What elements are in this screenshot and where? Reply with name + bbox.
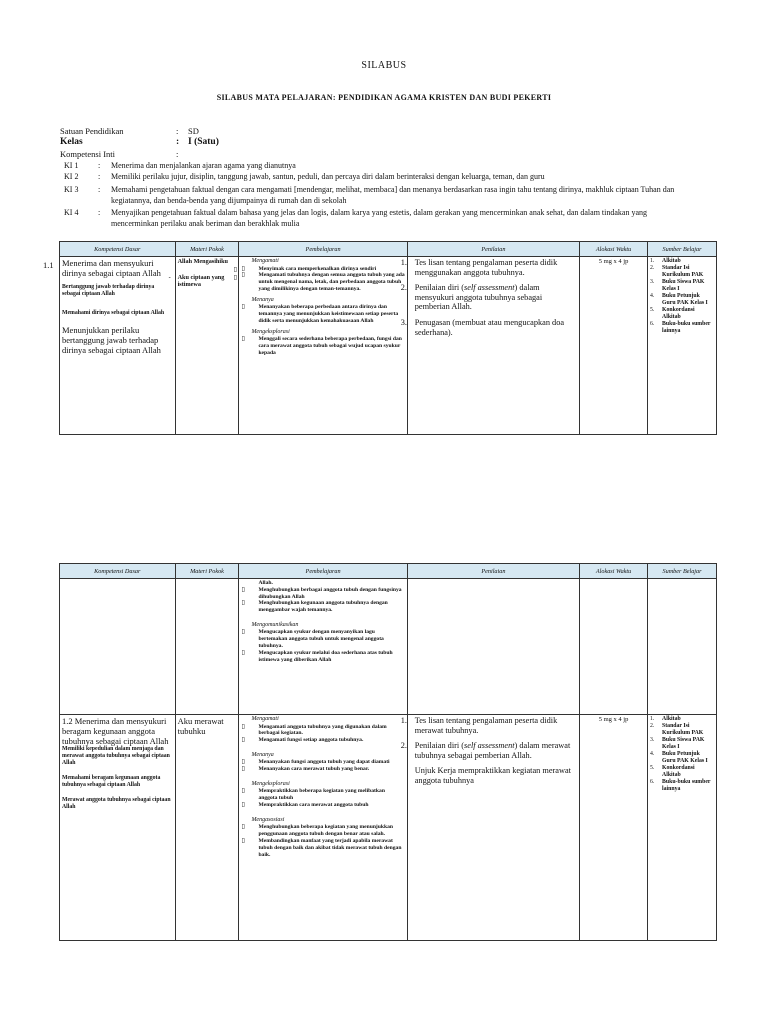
ki-text: Menerima dan menjalankan ajaran agama yang dianutnya: [111, 161, 296, 170]
pembelajaran-cell: [239, 257, 407, 435]
sumber-text: Standar Isi Kurikulum PAK: [662, 265, 704, 278]
activity-text: Mengucapkan syukur melalui doa sederhana atas tubuh istimewa yang diberikan Allah: [258, 649, 393, 663]
sumber-item: [650, 751, 714, 765]
activity-text: Menggali secara sederhana beberapa perbedaan, fungsi dan cara merawat anggota tubuh sebagai wujud ucapan syukur kepada: [258, 336, 402, 356]
sumber-number: 5.: [650, 765, 655, 771]
sumber-number: 3.: [650, 737, 655, 743]
ki-colon: :: [98, 185, 101, 194]
activity-item: [241, 629, 404, 650]
materi-item: [177, 258, 237, 273]
activity-heading: Mengamati: [251, 258, 279, 264]
kd-indicator: Bertanggung jawab terhadap dirinya sebagai ciptaan Allah: [62, 284, 155, 297]
table-row: [60, 257, 717, 435]
table-header-row: [60, 564, 717, 579]
activity-heading: Mengamati: [251, 716, 279, 722]
document-title: SILABUS: [361, 60, 407, 71]
sumber-item: [650, 265, 714, 279]
activity-text: Menghubungkan beberapa kegiatan yang menunjukkan penggunaan anggota tubuh dengan benar atau salah.: [258, 824, 394, 838]
sumber-text: Alkitab: [662, 258, 681, 264]
header-sumber-belajar: Sumber Belajar: [648, 242, 717, 257]
activity-item: [241, 824, 404, 838]
ki-colon: :: [98, 161, 101, 170]
sumber-item: [650, 258, 714, 265]
sumber-item: [650, 723, 714, 737]
penilaian-number: 1.: [400, 716, 407, 725]
pembelajaran-cell: [239, 579, 407, 715]
dash-icon: -: [168, 273, 171, 281]
activity-text: Mempraktikkan beberapa kegiatan yang melibatkan anggota tubuh: [258, 788, 385, 802]
materi-text: Allah Mengasihiku: [177, 258, 228, 265]
checkbox-icon: ▯: [241, 788, 245, 795]
activity-item: [241, 272, 405, 292]
activity-text: Mengucapkan syukur dengan menyanyikan lagu bertemakan anggota tubuh untuk mengenal anggota tubuhnya.: [258, 629, 384, 650]
activity-text: Mempraktikkan cara merawat anggota tubuh: [258, 802, 369, 809]
checkbox-icon: ▯: [241, 723, 245, 730]
sumber-item: [650, 737, 714, 751]
activity-text: Mengamati fungsi setiap anggota tubuhnya.: [258, 737, 364, 744]
materi-cell: [175, 715, 239, 941]
document-subtitle: SILABUS MATA PELAJARAN: PENDIDIKAN AGAMA KRISTEN DAN BUDI PEKERTI: [216, 93, 552, 102]
sumber-text: Buku Siswa PAK Kelas I: [662, 737, 705, 750]
penilaian-emphasis: self assessment: [464, 741, 515, 751]
activity-item: [241, 304, 404, 324]
ki-text: Menyajikan pengetahuan faktual dalam bahasa yang jelas dan logis, dalam karya yang estetis, dalam gerakan yang mencerminkan anak sehat, dan dalam tindakan yang mencerminkan perilaku anak beriman dan berakhlak mulia: [111, 208, 648, 228]
checkbox-icon: ▯: [241, 272, 245, 279]
sumber-text: Konkordansi Alkitab: [662, 307, 695, 320]
alokasi-cell: [580, 257, 648, 435]
sumber-item: [650, 321, 714, 335]
kd-indicator: Memiliki kepedulian dalam menjaga dan merawat anggota tubuhnya sebagai ciptaan Allah: [62, 746, 170, 766]
header-materi-pokok: Materi Pokok: [175, 242, 239, 257]
ki-item: [64, 161, 714, 171]
checkbox-icon: ▯: [233, 266, 237, 273]
sumber-number: 3.: [650, 279, 655, 285]
alokasi-cell: [580, 715, 648, 941]
pembelajaran-cell: [239, 715, 407, 941]
meta-value: I (Satu): [188, 137, 219, 147]
materi-cell: [168, 257, 239, 435]
sumber-item: [650, 716, 714, 723]
penilaian-cell: [400, 257, 579, 435]
ki-list: [64, 161, 714, 239]
ki-colon: :: [98, 172, 101, 181]
checkbox-icon: ▯: [241, 737, 245, 744]
activity-text: Mengamati tubuhnya dengan semua anggota tubuh yang ada untuk mengenal nama, letak, dan perbedaan anggota tubuh yang dimilikinya dengan teman-temannya.: [258, 272, 405, 292]
kd-cell: [60, 715, 176, 941]
checkbox-icon: ▯: [241, 759, 245, 766]
ki-code: KI 3: [64, 185, 79, 194]
activity-item: [241, 837, 404, 858]
silabus-table-2: [59, 563, 717, 941]
meta-label: Satuan Pendidikan: [60, 126, 124, 136]
kd-main-text: 1.2 Menerima dan mensyukuri beragam kegunaan anggota tubuhnya sebagai ciptaan Allah: [62, 716, 169, 746]
sumber-number: 4.: [650, 293, 655, 299]
kd-cell: [60, 257, 176, 435]
sumber-item: [650, 779, 714, 793]
penilaian-item: [400, 741, 577, 760]
header-penilaian: Penilaian: [407, 564, 579, 579]
activity-item: [241, 788, 404, 802]
penilaian-cell: [400, 715, 579, 941]
activity-heading: Menanya: [251, 751, 274, 758]
silabus-table-1: [59, 241, 717, 435]
table-header-row: [60, 242, 717, 257]
penilaian-number: 2.: [400, 741, 407, 751]
sumber-text: Buku Siswa PAK Kelas I: [662, 279, 705, 292]
penilaian-emphasis: self assessment: [464, 283, 515, 293]
penilaian-text: Penugasan (membuat atau mengucapkan doa sederhana).: [414, 317, 565, 337]
header-penilaian: Penilaian: [407, 242, 579, 257]
sumber-item: [650, 293, 714, 307]
alokasi-text: 5 mg x 4 jp: [598, 716, 629, 723]
sumber-item: [650, 307, 714, 321]
table-row: [60, 579, 717, 715]
meta-block: [60, 126, 660, 160]
materi-text: Aku ciptaan yang istimewa: [177, 273, 225, 288]
kd-indicator: Menunjukkan perilaku bertanggung jawab terhadap dirinya sebagai ciptaan Allah: [62, 325, 161, 355]
penilaian-text: Tes lisan tentang pengalaman peserta didik merawat tubuhnya.: [414, 716, 558, 735]
meta-value: SD: [188, 126, 199, 136]
checkbox-icon: ▯: [241, 265, 245, 272]
activity-heading: Mengeksplorasi: [251, 780, 290, 787]
ki-item: [64, 185, 714, 207]
checkbox-icon: ▯: [241, 600, 245, 607]
materi-text: Aku merawat tubuhku: [177, 716, 224, 736]
penilaian-number: 2.: [400, 283, 407, 293]
ki-text: Memiliki perilaku jujur, disiplin, tanggung jawab, santun, peduli, dan percaya diri dalam berinteraksi dengan keluarga, teman, dan guru: [111, 172, 545, 181]
sumber-text: Buku-buku sumber lainnya: [662, 779, 711, 792]
kd-number: 1.1: [43, 260, 54, 270]
materi-item: [168, 273, 237, 289]
activity-item: [241, 759, 404, 766]
activity-item: [241, 723, 404, 738]
ki-text: Memahami pengetahuan faktual dengan cara mengamati [mendengar, melihat, membaca] dan menanya berdasarkan rasa ingin tahu tentang dirinya, makhluk ciptaan Tuhan dan kegiatannya, dan benda-benda yang dijumpainya di rumah dan di sekolah: [111, 185, 675, 205]
sumber-text: Buku Petunjuk Guru PAK Kelas I: [662, 751, 708, 764]
activity-item: [241, 649, 404, 664]
header-pembelajaran: Pembelajaran: [239, 564, 407, 579]
checkbox-icon: ▯: [241, 802, 245, 809]
ki-code: KI 4: [64, 208, 79, 217]
sumber-number: 4.: [650, 751, 655, 757]
ki-item: [64, 208, 714, 230]
penilaian-item: [412, 766, 577, 785]
alokasi-text: 5 mg x 4 jp: [598, 258, 629, 265]
penilaian-text: Tes lisan tentang pengalaman peserta didik menggunakan anggota tubuhnya.: [414, 258, 558, 277]
sumber-number: 5.: [650, 307, 655, 313]
penilaian-text: Penilaian diri (: [414, 283, 465, 293]
checkbox-icon: ▯: [241, 837, 245, 844]
activity-item: [241, 600, 404, 614]
sumber-cell: [648, 715, 717, 941]
materi-cell: [175, 579, 239, 715]
kd-cell: [60, 579, 176, 715]
sumber-number: 1.: [650, 258, 655, 264]
header-alokasi-waktu: Alokasi Waktu: [580, 242, 648, 257]
meta-colon: :: [176, 126, 179, 136]
meta-label: Kompetensi Inti: [60, 149, 116, 159]
checkbox-icon: ▯: [241, 824, 245, 831]
activity-item: [251, 580, 404, 587]
checkbox-icon: ▯: [241, 336, 245, 343]
kd-indicator: Memahami dirinya sebagai ciptaan Allah: [62, 310, 165, 316]
sumber-number: 2.: [650, 723, 655, 729]
activity-item: [241, 265, 404, 273]
sumber-text: Buku-buku sumber lainnya: [662, 321, 711, 334]
activity-text: Mengamati anggota tubuhnya yang digunakan dalam berbagai kegiatan.: [258, 723, 387, 737]
header-alokasi-waktu: Alokasi Waktu: [580, 564, 648, 579]
header-pembelajaran: Pembelajaran: [239, 242, 407, 257]
activity-text: Menanyakan fungsi anggota tubuh yang dapat diamati: [258, 759, 390, 766]
penilaian-text: Unjuk Kerja mempraktikkan kegiatan merawat anggota tubuhnya: [414, 766, 571, 785]
meta-colon: :: [176, 149, 179, 159]
table-row: [60, 715, 717, 941]
kd-indicator: Merawat anggota tubuhnya sebagai ciptaan Allah: [62, 797, 171, 810]
meta-row-kelas: [60, 137, 660, 148]
activity-text: Allah.: [258, 580, 273, 586]
activity-text: Menanyakan cara merawat tubuh yang benar.: [258, 766, 370, 773]
sumber-number: 6.: [650, 779, 655, 785]
sumber-number: 2.: [650, 265, 655, 271]
sumber-text: Konkordansi Alkitab: [662, 765, 695, 778]
penilaian-item: [400, 258, 577, 277]
meta-colon: :: [176, 137, 180, 147]
ki-item: [64, 172, 714, 182]
penilaian-text: Penilaian diri (: [414, 741, 465, 751]
penilaian-item: [400, 716, 577, 735]
ki-code: KI 1: [64, 161, 79, 170]
alokasi-cell: [580, 579, 648, 715]
sumber-text: Standar Isi Kurikulum PAK: [662, 723, 704, 736]
checkbox-icon: ▯: [233, 273, 237, 281]
checkbox-icon: ▯: [241, 586, 245, 593]
penilaian-item: [400, 317, 577, 337]
kd-main-text: Menerima dan mensyukuri dirinya sebagai ciptaan Allah: [62, 258, 161, 278]
activity-text: Menanyakan beberapa perbedaan antara dirinya dan temannya yang menunjukkan keistimewaan setiap peserta didik serta menunjukkan kemahakuasaan Allah: [258, 304, 399, 324]
activity-heading: Mengeksplorasi: [251, 328, 290, 335]
penilaian-text: ) dalam mensyukuri anggota tubuhnya sebagai pemberian Allah.: [414, 283, 543, 312]
header-sumber-belajar: Sumber Belajar: [648, 564, 717, 579]
ki-code: KI 2: [64, 172, 79, 181]
sumber-text: Alkitab: [662, 716, 681, 722]
ki-colon: :: [98, 208, 101, 217]
activity-item: [241, 802, 404, 809]
checkbox-icon: ▯: [241, 304, 245, 311]
activity-heading: Mengomunikasikan: [251, 621, 299, 628]
activity-item: [241, 336, 404, 356]
activity-heading: Menanya: [251, 296, 274, 303]
penilaian-number: 1.: [400, 258, 407, 267]
meta-label: Kelas: [60, 137, 83, 147]
sumber-item: [650, 279, 714, 293]
penilaian-number: 3.: [400, 317, 407, 327]
checkbox-icon: ▯: [241, 629, 245, 636]
sumber-cell: [648, 579, 717, 715]
sumber-text: Buku Petunjuk Guru PAK Kelas I: [662, 293, 708, 306]
activity-item: [241, 766, 404, 773]
activity-item: [241, 586, 404, 601]
activity-item: [241, 737, 404, 744]
activity-text: Menghubungkan berbagai anggota tubuh dengan fungsinya dihubungkan Allah: [258, 586, 402, 600]
header-materi-pokok: Materi Pokok: [175, 564, 239, 579]
header-kompetensi-dasar: Kompetensi Dasar: [60, 564, 176, 579]
kd-indicator: Memahami beragam kegunaan anggota tubuhnya sebagai ciptaan Allah: [62, 775, 161, 788]
activity-text: Membandingkan manfaat yang terjadi apabila merawat tubuh dengan baik dan akibat tidak merawat tubuh dengan baik.: [258, 837, 402, 858]
activity-text: Menghubungkan kegunaan anggota tubuhnya dengan menggambar wajah temannya.: [258, 600, 388, 614]
meta-row-satuan: [60, 126, 660, 137]
sumber-cell: [648, 257, 717, 435]
sumber-item: [650, 765, 714, 779]
penilaian-cell: [407, 579, 579, 715]
checkbox-icon: ▯: [241, 766, 245, 773]
activity-heading: Mengasosiasi: [251, 816, 285, 823]
penilaian-item: [400, 283, 577, 312]
sumber-number: 1.: [650, 716, 655, 722]
header-kompetensi-dasar: Kompetensi Dasar: [60, 242, 176, 257]
sumber-number: 6.: [650, 321, 655, 327]
checkbox-icon: ▯: [241, 649, 245, 656]
penilaian-text: ) dalam merawat tubuhnya sebagai pemberian Allah.: [414, 741, 571, 760]
activity-text: Menyimak cara memperkenalkan dirinya sendiri: [258, 265, 377, 272]
meta-row-kompetensi: [60, 149, 660, 160]
